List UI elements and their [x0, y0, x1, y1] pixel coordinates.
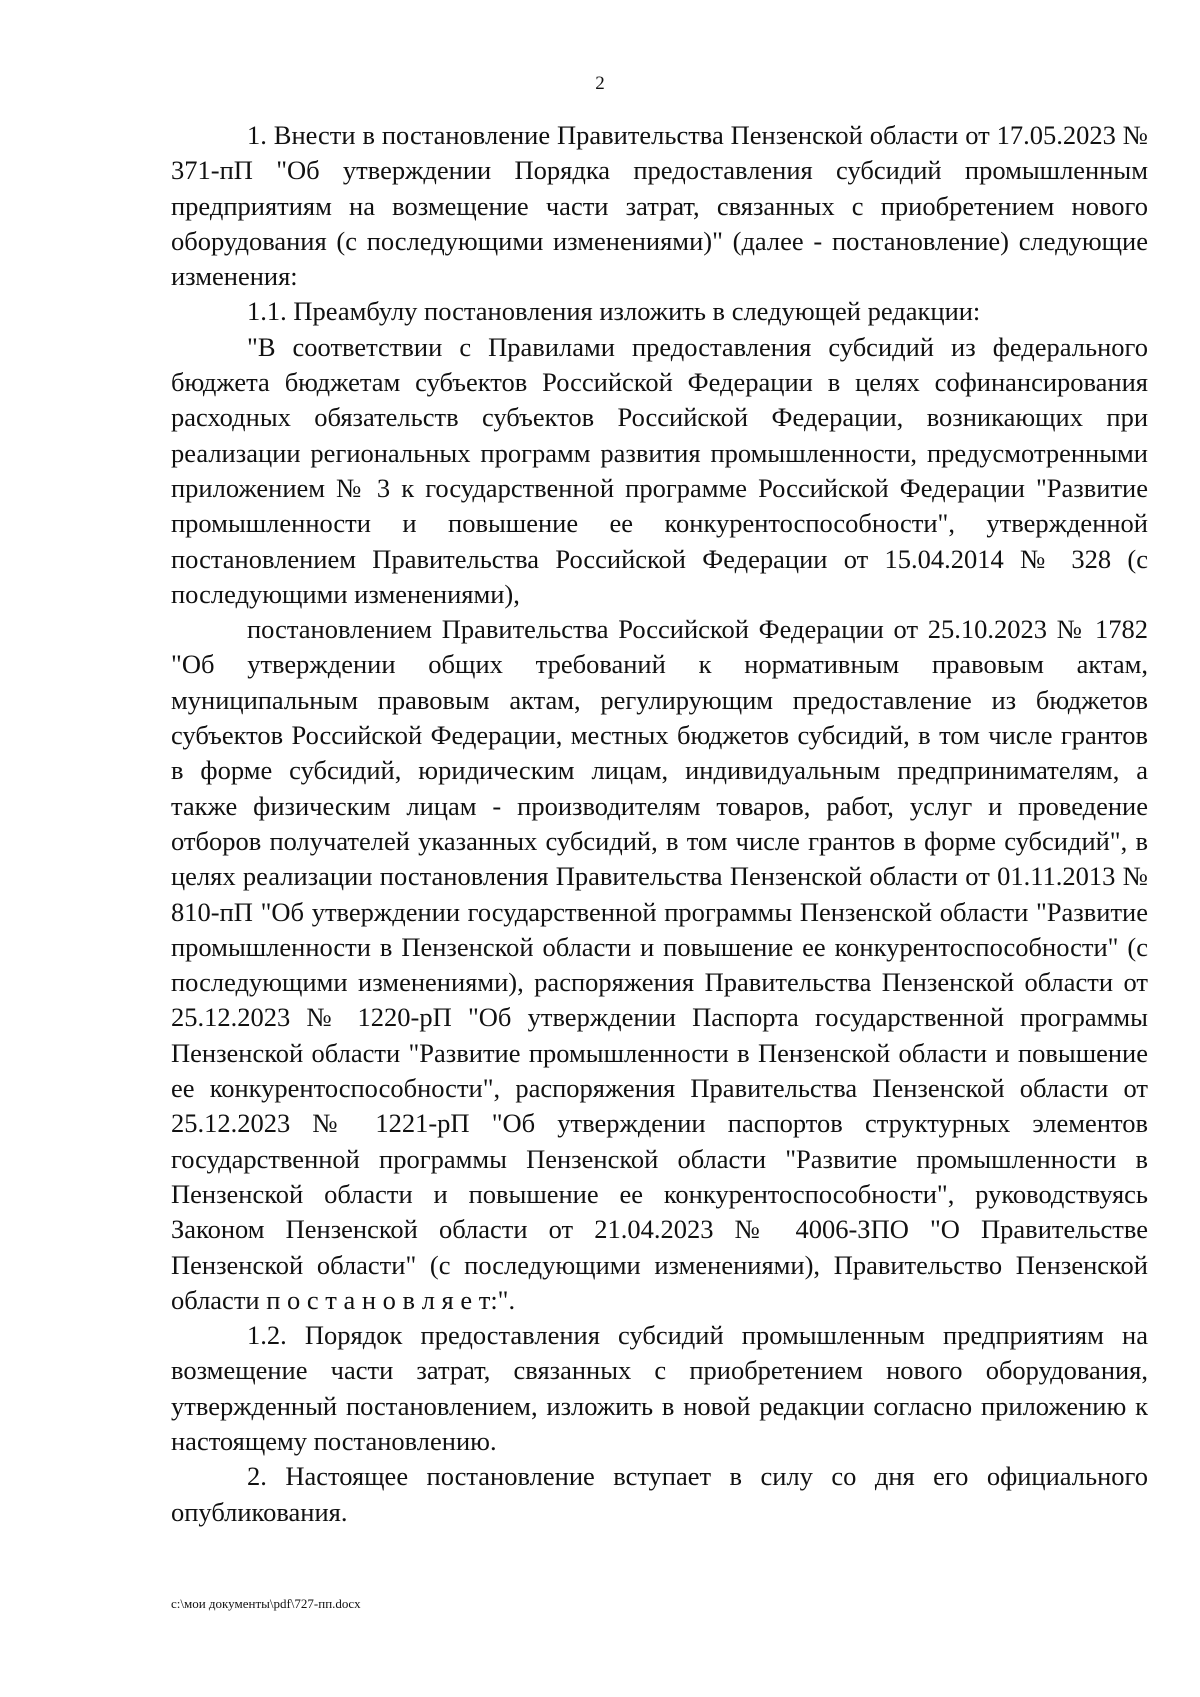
page-number: 2 — [595, 73, 605, 94]
document-body — [171, 118, 1148, 1530]
paragraph-1-2: 1.2. Порядок предоставления субсидий промышленным предприятиям на возмещение части затрат, связанных с приобретением нового оборудования, утвержденный постановлением, изложить в новой редакции согласно приложению к настоящему постановлению. — [171, 1320, 1148, 1456]
paragraph-preamble-continued: постановлением Правительства Российской Федерации от 25.10.2023 № 1782 "Об утверждении общих требований к нормативным правовым актам, муниципальным правовым актам, регулирующим предоставление из бюджетов субъектов Российской Федерации, местных бюджетов субсидий, в том числе грантов в форме субсидий, юридическим лицам, индивидуальным предпринимателям, а также физическим лицам - производителям товаров, работ, услуг и проведение отборов получателей указанных субсидий, в том числе грантов в форме субсидий", в целях реализации постановления Правительства Пензенской области от 01.11.2013 № 810-пП "Об утверждении государственной программы Пензенской области "Развитие промышленности в Пензенской области и повышение ее конкурентоспособности" (с последующими изменениями), распоряжения Правительства Пензенской области от 25.12.2023 № 1220-рП "Об утверждении Паспорта государственной программы Пензенской области "Развитие промышленности в Пензенской области и повышение ее конкурентоспособности", распоряжения Правительства Пензенской области от 25.12.2023 № 1221-рП "Об утверждении паспортов структурных элементов государственной программы Пензенской области "Развитие промышленности в Пензенской области и повышение ее конкурентоспособности", руководствуясь Законом Пензенской области от 21.04.2023 № 4006-ЗПО "О Правительстве Пензенской области" (с последующими изменениями), Правительство Пензенской области п о с т а н о в л я е т:". — [171, 614, 1148, 1315]
paragraph-1-1: 1.1. Преамбулу постановления изложить в следующей редакции: — [247, 296, 981, 327]
paragraph-2: 2. Настоящее постановление вступает в силу со дня его официального опубликования. — [171, 1461, 1148, 1527]
paragraph-1: 1. Внести в постановление Правительства Пензенской области от 17.05.2023 № 371-пП "Об утверждении Порядка предоставления субсидий промышленным предприятиям на возмещение части затрат, связанных с приобретением нового оборудования (с последующими изменениями)" (далее - постановление) следующие изменения: — [171, 120, 1148, 292]
paragraph-preamble: "В соответствии с Правилами предоставления субсидий из федерального бюджета бюджетам субъектов Российской Федерации в целях софинансирования расходных обязательств субъектов Российской Федерации, возникающих при реализации региональных программ развития промышленности, предусмотренными приложением № 3 к государственной программе Российской Федерации "Развитие промышленности и повышение ее конкурентоспособности", утвержденной постановлением Правительства Российской Федерации от 15.04.2014 № 328 (с последующими изменениями), — [171, 331, 1148, 609]
footer-file-path: c:\мои документы\pdf\727-пп.docx — [171, 1596, 361, 1611]
